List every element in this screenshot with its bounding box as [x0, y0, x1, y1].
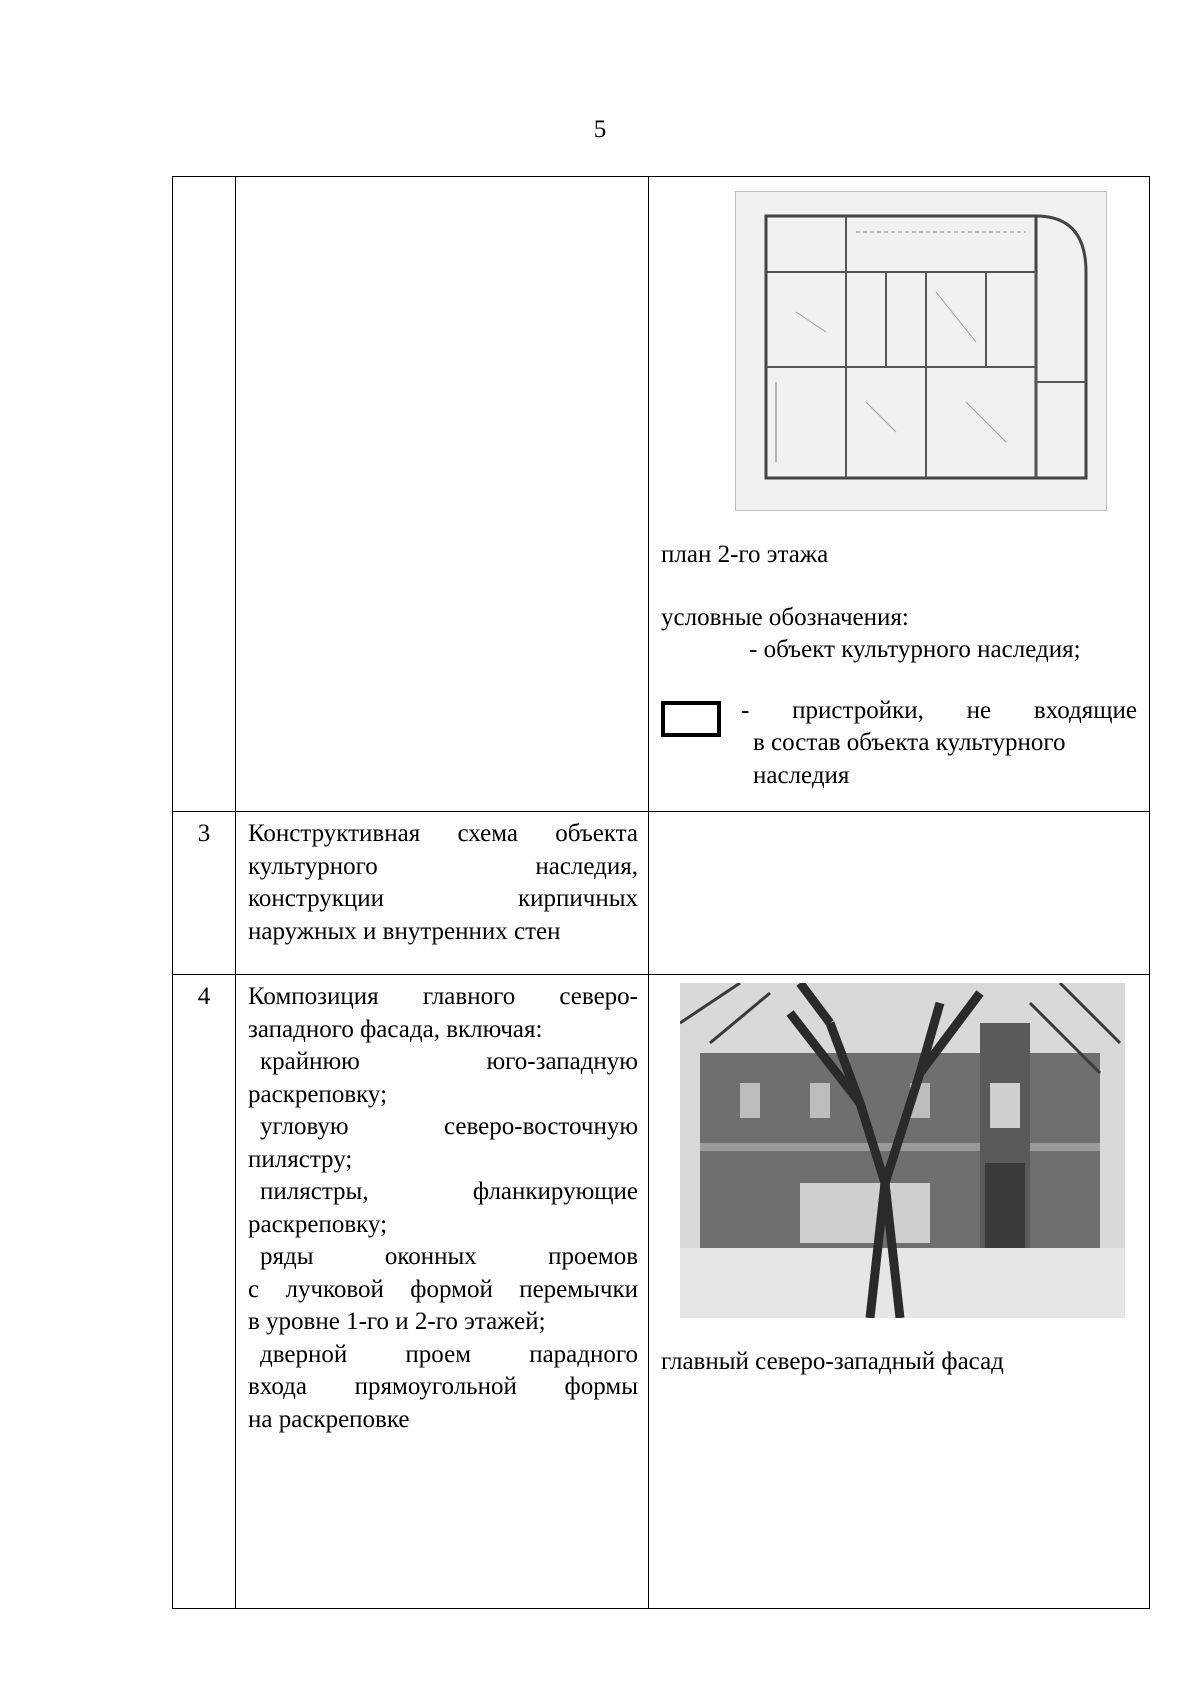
legend-text-line: в состав объекта культурного	[753, 729, 1066, 756]
description-line: угловую северо-восточную	[260, 1113, 638, 1140]
row-number-cell: 3	[173, 812, 236, 975]
description-line: ряды оконных проемов	[260, 1243, 638, 1270]
description-line: конструкции кирпичных	[248, 885, 638, 912]
page-number: 5	[593, 116, 607, 143]
description-line: раскреповку;	[248, 1080, 388, 1108]
legend-text-line: наследия	[753, 761, 850, 789]
facade-photo-drawing	[680, 983, 1125, 1318]
description-line: на раскреповке	[248, 1405, 410, 1433]
description-line: с лучковой формой перемычки	[248, 1275, 638, 1303]
row-number-cell	[173, 177, 236, 812]
table-row	[173, 177, 1150, 812]
row-number-cell: 4	[173, 975, 236, 1609]
description-line: в уровне 1-го и 2-го этажей;	[248, 1308, 546, 1335]
floor-plan-image	[735, 191, 1107, 511]
legend-item-text	[741, 695, 1137, 793]
legend-item-annexes	[661, 695, 1137, 793]
description-line: наружных и внутренних стен	[248, 917, 561, 945]
description-cell	[236, 177, 649, 812]
description-line: пилястры, фланкирующие	[260, 1178, 638, 1205]
table-row	[173, 812, 1150, 975]
floor-plan-caption: план 2-го этажа	[661, 541, 829, 568]
facade-photo-image	[680, 983, 1125, 1318]
description-cell	[236, 975, 649, 1609]
legend-title: условные обозначения:	[661, 603, 909, 631]
description-line: Конструктивная схема объекта	[248, 820, 638, 847]
description-line: крайнюю юго-западную	[260, 1048, 638, 1075]
heritage-table	[172, 176, 1150, 1609]
description-line: пилястру;	[248, 1145, 353, 1173]
legend-rectangle-icon	[661, 701, 721, 737]
description-line: западного фасада, включая:	[248, 1015, 543, 1043]
description-line: Композиция главного северо-	[248, 983, 638, 1010]
legend-item-heritage: - объект культурного наследия;	[749, 636, 1081, 663]
description-line: входа прямоугольной формы	[248, 1373, 638, 1400]
description-line: культурного наследия,	[248, 852, 638, 880]
facade-photo-caption: главный северо-западный фасад	[661, 1348, 1004, 1375]
table-row	[173, 975, 1150, 1609]
figure-cell	[649, 812, 1150, 975]
description-cell	[236, 812, 649, 975]
figure-cell	[649, 975, 1150, 1609]
description-line: дверной проем парадного	[260, 1340, 638, 1368]
figure-cell	[649, 177, 1150, 812]
legend-text-line: - пристройки, не входящие	[741, 696, 1137, 724]
description-line: раскреповку;	[248, 1210, 388, 1238]
floor-plan-drawing	[736, 192, 1106, 510]
